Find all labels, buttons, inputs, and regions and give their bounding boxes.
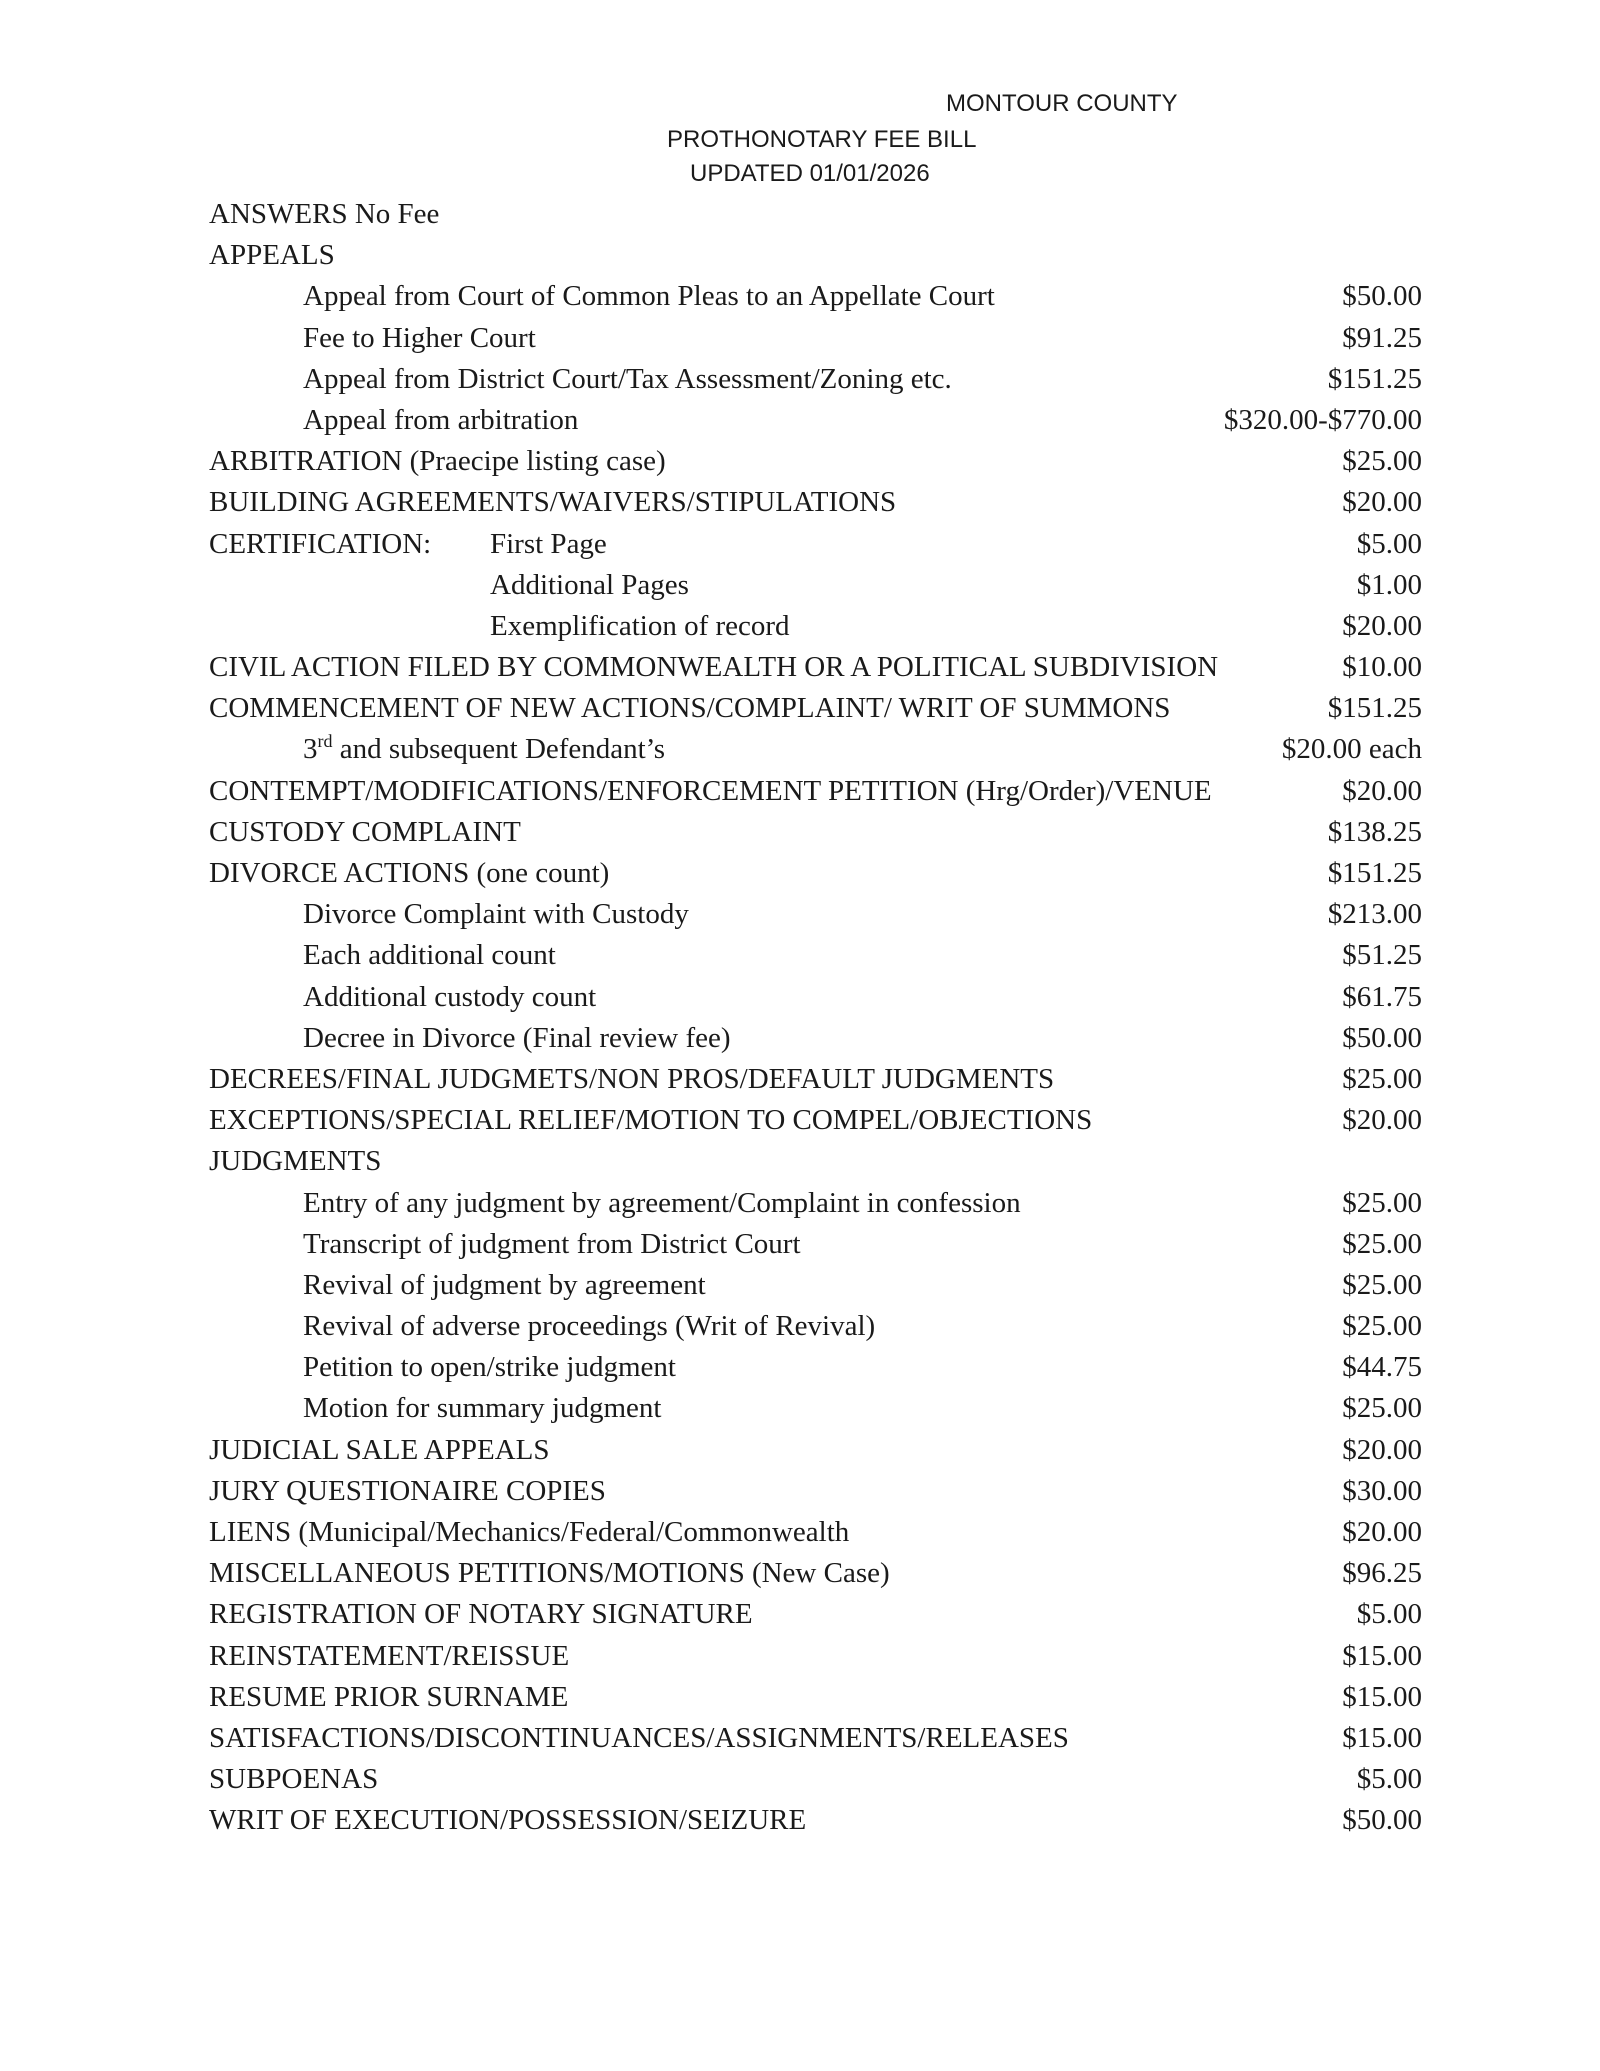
updated-date: UPDATED 01/01/2026 bbox=[690, 160, 930, 187]
fee-amount: $96.25 bbox=[1342, 1557, 1422, 1590]
fee-amount: $50.00 bbox=[1342, 1804, 1422, 1837]
fee-row bbox=[0, 1718, 1600, 1759]
document-title: PROTHONOTARY FEE BILL bbox=[667, 126, 977, 153]
fee-row bbox=[0, 235, 1600, 276]
fee-row bbox=[0, 729, 1600, 770]
fee-amount: $15.00 bbox=[1342, 1721, 1422, 1754]
fee-row bbox=[0, 359, 1600, 400]
fee-row bbox=[0, 853, 1600, 894]
fee-item-label: APPEALS bbox=[209, 239, 335, 272]
fee-item-label: First Page bbox=[490, 527, 607, 560]
fee-row bbox=[0, 1677, 1600, 1718]
fee-row bbox=[0, 1430, 1600, 1471]
fee-item-label: COMMENCEMENT OF NEW ACTIONS/COMPLAINT/ WRIT OF SUMMONS bbox=[209, 692, 1171, 725]
fee-item-label: Revival of adverse proceedings (Writ of Revival) bbox=[303, 1310, 876, 1343]
fee-item-label: Each additional count bbox=[303, 939, 556, 972]
fee-item-label: ANSWERS No Fee bbox=[209, 198, 440, 230]
fee-list bbox=[0, 194, 1600, 1842]
fee-row bbox=[0, 1265, 1600, 1306]
fee-row bbox=[0, 1759, 1600, 1800]
fee-item-label: REGISTRATION OF NOTARY SIGNATURE bbox=[209, 1598, 753, 1631]
fee-row bbox=[0, 318, 1600, 359]
fee-row bbox=[0, 524, 1600, 565]
fee-item-label: RESUME PRIOR SURNAME bbox=[209, 1680, 569, 1713]
fee-item-label: ARBITRATION (Praecipe listing case) bbox=[209, 445, 666, 478]
fee-amount: $20.00 bbox=[1342, 1516, 1422, 1548]
fee-item-label: MISCELLANEOUS PETITIONS/MOTIONS (New Case) bbox=[209, 1557, 890, 1590]
fee-amount: $320.00-$770.00 bbox=[1223, 403, 1422, 436]
fee-amount: $151.25 bbox=[1327, 857, 1422, 889]
fee-item-label: CIVIL ACTION FILED BY COMMONWEALTH OR A POLITICAL SUBDIVISION bbox=[209, 651, 1219, 684]
fee-row bbox=[0, 1306, 1600, 1347]
fee-amount: $51.25 bbox=[1342, 939, 1422, 972]
fee-amount: $25.00 bbox=[1342, 1392, 1422, 1425]
fee-row bbox=[0, 1141, 1600, 1182]
fee-row bbox=[0, 771, 1600, 812]
fee-item-label: Appeal from Court of Common Pleas to an Appellate Court bbox=[303, 280, 995, 313]
fee-row bbox=[0, 977, 1600, 1018]
fee-amount: $50.00 bbox=[1342, 1021, 1422, 1054]
fee-item-label: CUSTODY COMPLAINT bbox=[209, 815, 521, 848]
fee-item-label: LIENS (Municipal/Mechanics/Federal/Commonwealth bbox=[209, 1516, 850, 1548]
fee-row bbox=[0, 482, 1600, 523]
fee-amount: $20.00 each bbox=[1281, 733, 1422, 766]
fee-row bbox=[0, 1594, 1600, 1635]
fee-amount: $50.00 bbox=[1342, 280, 1422, 313]
fee-item-label bbox=[303, 729, 665, 770]
fee-item-label: Additional Pages bbox=[490, 568, 689, 601]
fee-amount: $213.00 bbox=[1327, 898, 1422, 931]
fee-amount: $5.00 bbox=[1356, 1598, 1422, 1631]
fee-item-label: BUILDING AGREEMENTS/WAIVERS/STIPULATIONS bbox=[209, 486, 897, 519]
fee-row bbox=[0, 1636, 1600, 1677]
fee-row bbox=[0, 935, 1600, 976]
fee-item-label: JURY QUESTIONAIRE COPIES bbox=[209, 1474, 606, 1507]
fee-item-label: EXCEPTIONS/SPECIAL RELIEF/MOTION TO COMPEL/OBJECTIONS bbox=[209, 1104, 1093, 1137]
fee-row bbox=[0, 1512, 1600, 1553]
fee-amount: $44.75 bbox=[1342, 1351, 1422, 1384]
fee-row bbox=[0, 1553, 1600, 1594]
fee-row bbox=[0, 647, 1600, 688]
fee-amount: $20.00 bbox=[1342, 609, 1422, 642]
fee-item-label: WRIT OF EXECUTION/POSSESSION/SEIZURE bbox=[209, 1804, 807, 1837]
fee-amount: $25.00 bbox=[1342, 1268, 1422, 1301]
fee-amount: $20.00 bbox=[1342, 1433, 1422, 1466]
fee-item-label: Transcript of judgment from District Court bbox=[303, 1227, 801, 1260]
fee-amount: $151.25 bbox=[1327, 362, 1422, 395]
fee-row bbox=[0, 894, 1600, 935]
fee-amount: $25.00 bbox=[1342, 1062, 1422, 1095]
fee-row bbox=[0, 565, 1600, 606]
fee-amount: $138.25 bbox=[1327, 815, 1422, 848]
fee-item-label: CONTEMPT/MODIFICATIONS/ENFORCEMENT PETITION (Hrg/Order)/VENUE bbox=[209, 774, 1212, 807]
fee-amount: $5.00 bbox=[1356, 1763, 1422, 1796]
fee-item-label: Divorce Complaint with Custody bbox=[303, 898, 689, 931]
fee-item-label: REINSTATEMENT/REISSUE bbox=[209, 1639, 570, 1672]
fee-row bbox=[0, 606, 1600, 647]
fee-item-label: Additional custody count bbox=[303, 980, 597, 1013]
fee-item-label: Exemplification of record bbox=[490, 609, 790, 642]
fee-item-label: Appeal from District Court/Tax Assessment/Zoning etc. bbox=[303, 362, 952, 395]
fee-amount: $61.75 bbox=[1342, 980, 1422, 1013]
fee-amount: $91.25 bbox=[1342, 321, 1422, 354]
county-name: MONTOUR COUNTY bbox=[946, 90, 1178, 117]
fee-row bbox=[0, 194, 1600, 235]
fee-row bbox=[0, 1018, 1600, 1059]
fee-row bbox=[0, 812, 1600, 853]
fee-item-label: Decree in Divorce (Final review fee) bbox=[303, 1021, 731, 1054]
fee-amount: $15.00 bbox=[1342, 1680, 1422, 1713]
fee-amount: $20.00 bbox=[1342, 1104, 1422, 1137]
fee-item-label-text: and subsequent Defendant’s bbox=[332, 733, 666, 766]
fee-amount: $25.00 bbox=[1342, 445, 1422, 478]
fee-item-label: SATISFACTIONS/DISCONTINUANCES/ASSIGNMENTS/RELEASES bbox=[209, 1721, 1069, 1754]
fee-row bbox=[0, 688, 1600, 729]
fee-row bbox=[0, 441, 1600, 482]
fee-amount: $25.00 bbox=[1342, 1310, 1422, 1343]
fee-amount: $20.00 bbox=[1342, 774, 1422, 807]
fee-amount: $1.00 bbox=[1356, 568, 1422, 601]
fee-item-label: JUDGMENTS bbox=[209, 1145, 382, 1178]
fee-row bbox=[0, 1059, 1600, 1100]
fee-item-label: Revival of judgment by agreement bbox=[303, 1268, 706, 1301]
fee-item-label: JUDICIAL SALE APPEALS bbox=[209, 1433, 550, 1466]
fee-row bbox=[0, 1224, 1600, 1265]
fee-row bbox=[0, 400, 1600, 441]
fee-amount: $10.00 bbox=[1342, 651, 1422, 684]
fee-item-label-ordinal: rd bbox=[317, 731, 333, 752]
fee-row bbox=[0, 1183, 1600, 1224]
fee-row bbox=[0, 1347, 1600, 1388]
fee-item-label: Entry of any judgment by agreement/Complaint in confession bbox=[303, 1186, 1021, 1219]
fee-item-label: SUBPOENAS bbox=[209, 1763, 379, 1796]
fee-amount: $5.00 bbox=[1356, 527, 1422, 560]
fee-row bbox=[0, 1388, 1600, 1429]
fee-row bbox=[0, 1471, 1600, 1512]
fee-row bbox=[0, 276, 1600, 317]
fee-item-label: Appeal from arbitration bbox=[303, 403, 579, 436]
fee-item-label: Petition to open/strike judgment bbox=[303, 1351, 676, 1384]
fee-amount: $151.25 bbox=[1327, 692, 1422, 725]
fee-row bbox=[0, 1800, 1600, 1841]
fee-amount: $30.00 bbox=[1342, 1474, 1422, 1507]
fee-amount: $25.00 bbox=[1342, 1227, 1422, 1260]
fee-row bbox=[0, 1100, 1600, 1141]
fee-amount: $20.00 bbox=[1342, 486, 1422, 519]
fee-item-label-number: 3 bbox=[303, 733, 318, 766]
fee-item-label: DECREES/FINAL JUDGMETS/NON PROS/DEFAULT JUDGMENTS bbox=[209, 1062, 1055, 1095]
fee-item-label: Motion for summary judgment bbox=[303, 1392, 662, 1425]
fee-item-label: DIVORCE ACTIONS (one count) bbox=[209, 857, 610, 889]
fee-amount: $15.00 bbox=[1342, 1639, 1422, 1672]
fee-section-label: CERTIFICATION: bbox=[209, 527, 432, 560]
fee-item-label: Fee to Higher Court bbox=[303, 321, 536, 354]
fee-amount: $25.00 bbox=[1342, 1186, 1422, 1219]
